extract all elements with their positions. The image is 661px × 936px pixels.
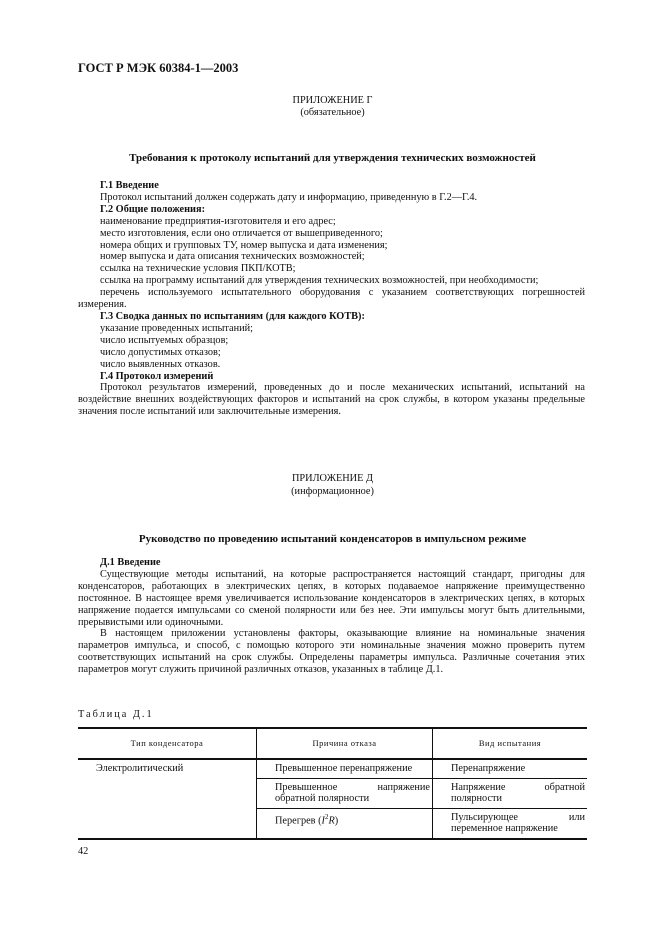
failure-cause-cell [257, 759, 433, 778]
appendix-g-body [78, 180, 585, 418]
exponent: 2 [324, 812, 329, 821]
list-item: число выявленных отказов. [100, 358, 221, 370]
list-item: число допустимых отказов; [100, 346, 221, 358]
table-row [78, 759, 587, 778]
cause-text: Перегрев ( [275, 814, 322, 826]
appendix-g-label: ПРИЛОЖЕНИЕ Г [292, 95, 373, 106]
list-item: число испытуемых образцов; [100, 334, 229, 346]
test-type-cell [433, 778, 588, 808]
test-type-cell [433, 808, 588, 839]
capacitor-type-cell [78, 759, 257, 839]
cause-text-end: ) [334, 814, 339, 826]
section-g4-text: Протокол результатов измерений, проведенных до и после механических испытаний, испытаний на воздействие внешних воздействующих факторов и испытаний на срок службы, в котором указаны предельные значения после испытаний или заключительные измерения. [78, 382, 585, 418]
table-d1 [78, 727, 587, 840]
table-caption: Таблица Д.1 [78, 709, 154, 720]
section-g1-text: Протокол испытаний должен содержать дату и информацию, приведенную в Г.2—Г.4. [100, 191, 478, 203]
section-d1-paragraph: В настоящем приложении установлены факторы, оказывающие влияние на номинальные значения параметров импульса, и способ, с помощью которого эти номинальные значения можно проверить путем соответствующих испытаний на срок службы. Определены параметры импульса. Различные сочетания этих параметров могут служить причиной различных отказов, указанных в таблице Д.1. [78, 628, 585, 676]
page-number: 42 [78, 846, 89, 857]
capacitor-type: Электролитический [96, 763, 184, 774]
failure-cause: Превышенное перенапряжение [275, 763, 413, 774]
appendix-g-title: Требования к протоколу испытаний для утверждения технических возможностей [129, 152, 536, 164]
column-header: Тип конденсатора [78, 728, 257, 759]
list-item: перечень используемого испытательного оборудования с указанием соответствующих погрешностей измерения. [78, 287, 585, 311]
test-type: Пульсирующее или переменное напряжение [451, 811, 585, 834]
list-item: номера общих и групповых ТУ, номер выпуска и дата изменения; [100, 239, 388, 251]
column-header: Причина отказа [257, 728, 433, 759]
current-symbol: I [321, 814, 325, 826]
list-item: наименование предприятия-изготовителя и его адрес; [100, 215, 336, 227]
failure-cause-cell [257, 778, 433, 808]
failure-cause-cell [257, 808, 433, 839]
section-d1-heading: Д.1 Введение [100, 557, 161, 568]
appendix-d-body [78, 557, 585, 676]
test-type: Перенапряжение [451, 763, 526, 774]
column-header: Вид испытания [433, 728, 588, 759]
list-item: номер выпуска и дата описания технических возможностей; [100, 251, 365, 263]
appendix-d-status: (информационное) [291, 486, 374, 497]
list-item: указание проведенных испытаний; [100, 322, 253, 334]
test-type-cell [433, 759, 588, 778]
list-item: место изготовления, если оно отличается от вышеприведенного; [100, 227, 383, 239]
test-type: Напряжение обратной полярности [451, 781, 585, 804]
appendix-d-label: ПРИЛОЖЕНИЕ Д [291, 473, 374, 484]
resistance-symbol: R [328, 814, 335, 826]
section-g1-heading: Г.1 Введение [100, 180, 159, 191]
section-g4-heading: Г.4 Протокол измерений [100, 370, 214, 382]
failure-cause: Превышенное напряжение обратной полярности [275, 781, 430, 804]
section-g3-heading: Г.3 Сводка данных по испытаниям (для каждого КОТВ): [100, 310, 365, 322]
document-header: ГОСТ Р МЭК 60384-1—2003 [78, 61, 239, 75]
appendix-d-title: Руководство по проведению испытаний конденсаторов в импульсном режиме [138, 533, 527, 545]
list-item: ссылка на технические условия ПКП/КОТВ; [100, 263, 296, 275]
section-d1-paragraph: Существующие методы испытаний, на которые распространяется настоящий стандарт, пригодны для конденсаторов, работающих в электрических цепях, в которых подаваемое напряжение преимущественно постоянное. В настоящее время увеличивается использование конденсаторов в электрических цепях, в которых напряжение подается импульсами со сменой полярности или без нее. Эти импульсы могут быть длительными, прерывистыми или одиночными. [78, 568, 585, 628]
failure-cause [257, 812, 430, 827]
section-g2-heading: Г.2 Общие положения: [100, 203, 205, 215]
appendix-g-status: (обязательное) [300, 107, 365, 118]
table-header-row [78, 728, 587, 759]
list-item: ссылка на программу испытаний для утверждения технических возможностей, при необходимости; [100, 275, 539, 287]
